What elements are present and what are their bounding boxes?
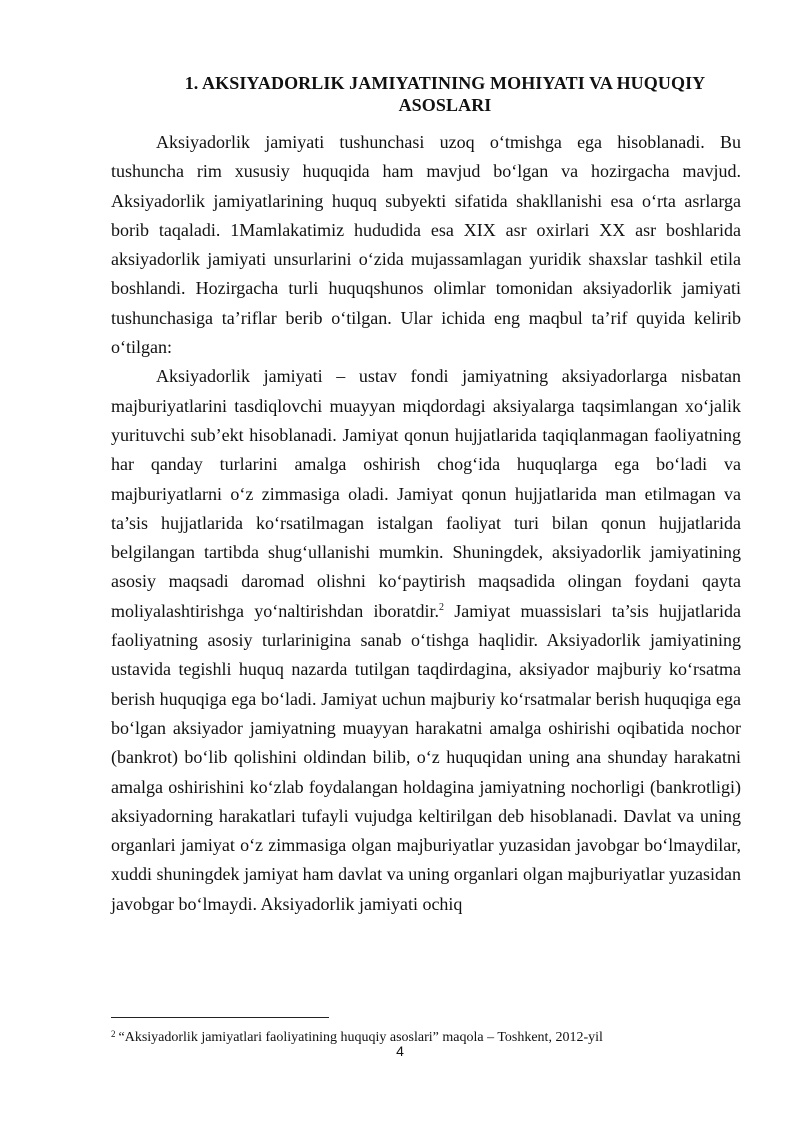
footnote-mark: 2 bbox=[111, 1029, 116, 1039]
footnote-reference: 2 bbox=[438, 601, 444, 613]
section-heading bbox=[140, 72, 750, 116]
section-heading-line-1: 1. AKSIYADORLIK JAMIYATINING MOHIYATI VA HUQUQIY bbox=[184, 73, 706, 93]
footnote-divider bbox=[111, 1017, 329, 1018]
section-heading-line-2: ASOSLARI bbox=[398, 95, 492, 115]
document-body bbox=[111, 128, 741, 919]
footnote-text: “Aksiyadorlik jamiyatlari faoliyatining huquqiy asoslari” maqola – Toshkent, 2012-yil bbox=[118, 1030, 603, 1045]
paragraph-2-text-a: Aksiyadorlik jamiyati – ustav fondi jamiyatning aksiyadorlarga nisbatan majburiyatlarini tasdiqlovchi muayyan miqdordagi aksiyalarga taqsimlangan xo‘jalik yurituvchi sub’ekt hisoblanadi. Jamiyat qonun hujjatlarida taqiqlanmagan faoliyatning har qanday turlarini amalga oshirish chog‘ida huquqlarga ega bo‘ladi va majburiyatlarni o‘z zimmasiga oladi. Jamiyat qonun hujjatlarida man etilmagan va ta’sis hujjatlarida ko‘rsatilmagan istalgan faoliyat turi bilan qonun hujjatlarida belgilangan tartibda shug‘ullanishi mumkin. Shuningdek, aksiyadorlik jamiyatining asosiy maqsadi daromad olishni ko‘paytirish maqsadida olingan foydani qayta moliyalashtirishga yo‘naltirishdan iboratdir. bbox=[111, 366, 741, 621]
paragraph-1: Aksiyadorlik jamiyati tushunchasi uzoq o‘tmishga ega hisoblanadi. Bu tushuncha rim xususiy huquqida ham mavjud bo‘lgan va hozirgacha mavjud. Aksiyadorlik jamiyatlarining huquq subyekti sifatida shakllanishi esa o‘rta asrlarga borib taqaladi. 1Mamlakatimiz hududida esa XIX asr oxirlari XX asr boshlarida aksiyadorlik jamiyati unsurlarini o‘zida mujassamlagan yuridik shaxslar tashkil etila boshlandi. Hozirgacha turli huquqshunos olimlar tomonidan aksiyadorlik jamiyati tushunchasiga ta’riflar berib o‘tilgan. Ular ichida eng maqbul ta’rif quyida kelirib o‘tilgan: bbox=[111, 132, 741, 358]
paragraph-2-text-b: Jamiyat muassislari ta’sis hujjatlarida faoliyatning asosiy turlarinigina sanab o‘tishga haqlidir. Aksiyadorlik jamiyatining ustavida tegishli huquq nazarda tutilgan taqdirdagina, aksiyador majburiy ko‘rsatma berish huquqiga ega bo‘ladi. Jamiyat uchun majburiy ko‘rsatmalar berish huquqiga ega bo‘lgan aksiyador jamiyatning muayyan harakatni amalga oshirishi oqibatida nochor (bankrot) bo‘lib qolishini oldindan bilib, o‘z huquqidan uning ana shunday harakatni amalga oshirishini ko‘zlab foydalangan holdagina jamiyatning nochorligi (bankrotligi) aksiyadorning harakatlari tufayli vujudga keltirilgan deb hisoblanadi. Davlat va uning organlari jamiyat o‘z zimmasiga olgan majburiyatlar yuzasidan javobgar bo‘lmaydilar, xuddi shuningdek jamiyat ham davlat va uning organlari olgan majburiyatlar yuzasidan javobgar bo‘lmaydi. Aksiyadorlik jamiyati ochiq bbox=[111, 600, 741, 914]
paragraph-2 bbox=[111, 362, 741, 919]
page-number: 4 bbox=[396, 1043, 404, 1059]
